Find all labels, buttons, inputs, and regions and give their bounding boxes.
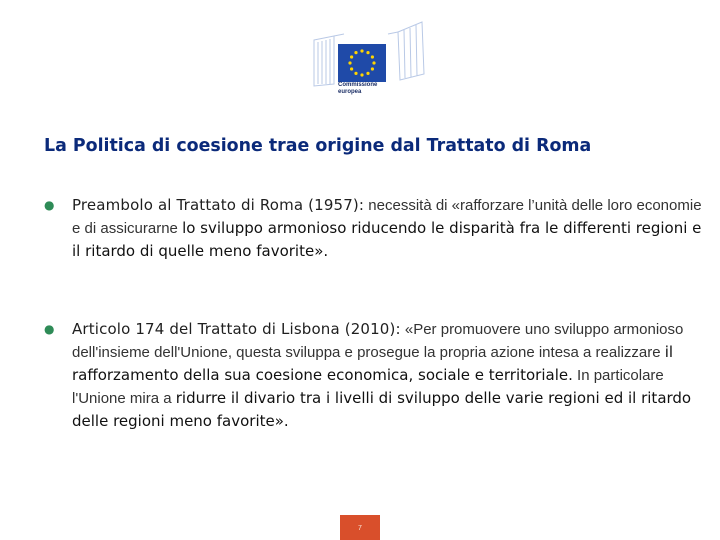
bullet-lead: Preambolo al Trattato di Roma (1957):	[72, 196, 365, 214]
bullet-text	[72, 194, 712, 263]
bullet-body: necessità di «rafforzare l’unità delle loro economie e di assicurarne	[72, 197, 702, 237]
logo-caption-line2: europea	[338, 89, 362, 95]
bullet-body: In particolare l'Unione mira a	[72, 367, 664, 407]
bullet-emphasis: lo sviluppo armonioso riducendo le disparità fra le differenti regioni e il ritardo di quelle meno favorite».	[72, 219, 702, 260]
bullet-body: «Per promuovere uno sviluppo armonioso dell'insieme dell'Unione, questa sviluppa e prosegue la propria azione intesa a realizzare	[72, 321, 684, 361]
bullet-text	[72, 318, 712, 433]
bullet-emphasis: il rafforzamento della sua coesione economica, sociale e territoriale.	[72, 343, 674, 384]
bullet-emphasis: ridurre il divario tra i livelli di sviluppo delle varie regioni ed il ritardo delle regioni meno favorite».	[72, 389, 692, 430]
bullet-lead: Articolo 174 del Trattato di Lisbona (2010):	[72, 320, 401, 338]
bullet-dot: ●	[44, 322, 55, 336]
bullet-dot: ●	[44, 198, 55, 212]
page-number-box	[340, 515, 380, 540]
slide-title: La Politica di coesione trae origine dal Trattato di Roma	[44, 136, 592, 156]
page-number: 7	[358, 525, 362, 532]
logo-caption-line1: Commissione	[338, 82, 378, 88]
